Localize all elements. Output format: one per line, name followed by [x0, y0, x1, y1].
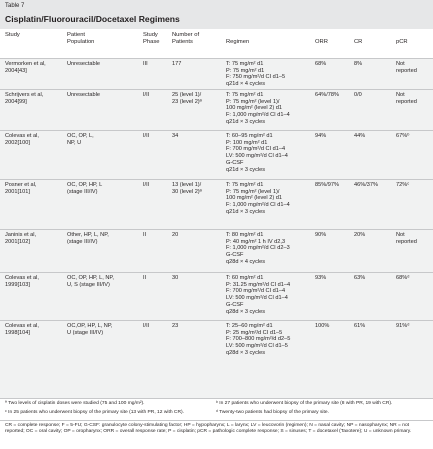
row-divider	[0, 89, 433, 90]
row-divider	[0, 179, 433, 180]
cell-pcr: Not reported	[396, 232, 417, 245]
cell-phase: II	[143, 275, 147, 281]
row-divider	[0, 272, 433, 273]
footer-divider	[0, 398, 433, 399]
cell-regimen: T: 80 mg/m² d1 P: 40 mg/m² 1 h IV d2,3 F: 1,000 mg/m²/d CI d2–3 G-CSF q28d × 4 cycles	[226, 232, 290, 265]
cell-regimen: T: 75 mg/m² d1 P: 75 mg/m² (level 1)/ 100 mg/m² (level 2) d1 F: 1,000 mg/m²/d CI d1–4 q21d × 3 cycles	[226, 182, 290, 215]
cell-patients: 34	[172, 133, 179, 139]
cell-population: OC, OP, HP, L (stage III/IV)	[67, 182, 103, 195]
col-header-patients: Number of Patients	[172, 32, 200, 45]
cell-patients: 20	[172, 232, 179, 238]
col-header-orr: ORR	[315, 39, 328, 45]
cell-study: Colevas et al, 1998[104]	[5, 323, 39, 336]
cell-phase: I/II	[143, 92, 150, 98]
cell-phase: I/II	[143, 323, 150, 329]
col-header-study: Study	[5, 32, 20, 38]
cell-phase: III	[143, 61, 148, 67]
cell-patients: 23	[172, 323, 179, 329]
cell-orr: 68%	[315, 61, 327, 67]
cell-phase: I/II	[143, 182, 150, 188]
cell-pcr: Not reported	[396, 92, 417, 105]
row-divider	[0, 58, 433, 59]
cell-study: Colevas et al, 2002[100]	[5, 133, 39, 146]
cell-orr: 64%/78%	[315, 92, 339, 98]
cell-patients: 13 (level 1)/ 30 (level 2)ª	[172, 182, 202, 195]
cell-regimen: T: 60 mg/m² d1 P: 31.25 mg/m²/d CI d1–4 F: 700 mg/m²/d CI d1–4 LV: 500 mg/m²/d CI d1–4 G-CSF q28d × 3 cycles	[226, 275, 291, 315]
col-header-regimen: Regimen	[226, 39, 250, 45]
cell-population: Other, HP, L, NP, (stage III/IV)	[67, 232, 109, 245]
col-header-phase: Study Phase	[143, 32, 160, 45]
cell-cr: 46%/37%	[354, 182, 378, 188]
footer-divider-2	[0, 420, 433, 421]
table-title: Cisplatin/Fluorouracil/Docetaxel Regimens	[5, 14, 180, 24]
cell-regimen: T: 60–95 mg/m² d1 P: 100 mg/m² d1 F: 700 mg/m²/d CI d1–4 LV: 500 mg/m²/d CI d1–4 G-CSF q21d × 3 cycles	[226, 133, 288, 173]
cell-regimen: T: 75 mg/m² d1 P: 75 mg/m² (level 1)/ 100 mg/m² (level 2) d1 F: 1,000 mg/m²/d CI d1–4 q21d × 3 cycles	[226, 92, 290, 125]
table-body	[0, 58, 433, 398]
cell-study: Janinis et al, 2001[102]	[5, 232, 37, 245]
cell-population: OC,OP, HP, L, NP, U (stage III/IV)	[67, 323, 113, 336]
footnote-b: ᵇ In 27 patients who underwent biopsy of the primary site (8 with PR, 19 with CR).	[216, 401, 393, 406]
cell-pcr: 91%ᵈ	[396, 323, 410, 329]
col-header-cr: CR	[354, 39, 363, 45]
row-divider	[0, 320, 433, 321]
footnote-a: ª Two levels of cisplatin doses were studied (75 and 100 mg/m²).	[5, 401, 145, 406]
cell-cr: 20%	[354, 232, 366, 238]
cell-orr: 94%	[315, 133, 327, 139]
cell-orr: 85%/97%	[315, 182, 339, 188]
cell-orr: 90%	[315, 232, 327, 238]
cell-cr: 0/0	[354, 92, 362, 98]
footnote-d: ᵈ Twenty-two patients had biopsy of the primary site.	[216, 410, 329, 415]
cell-cr: 61%	[354, 323, 366, 329]
cell-orr: 93%	[315, 275, 327, 281]
cell-study: Posner et al, 2001[101]	[5, 182, 37, 195]
cell-patients: 30	[172, 275, 179, 281]
cell-cr: 63%	[354, 275, 366, 281]
cell-pcr: 68%ᵈ	[396, 275, 410, 281]
cell-patients: 177	[172, 61, 182, 67]
cell-pcr: 72%ᶜ	[396, 182, 410, 188]
row-divider	[0, 229, 433, 230]
cell-patients: 25 (level 1)/ 23 (level 2)ª	[172, 92, 202, 105]
row-divider	[0, 130, 433, 131]
table-header-band	[0, 0, 433, 29]
cell-phase: II	[143, 232, 147, 238]
cell-cr: 44%	[354, 133, 366, 139]
cell-study: Colevas et al, 1999[103]	[5, 275, 39, 288]
cell-regimen: T: 75 mg/m² d1 P: 75 mg/m² d1 F: 750 mg/m²/d CI d1–5 q21d × 4 cycles	[226, 61, 286, 88]
footnote-abbreviations: CR = complete response; F = 5-FU; G-CSF: granulocyte colony-stimulating factor; HP = hypopharynx; L = larynx; LV = leucovorin (regimen); N = nasal cavity; NP = nasopharynx; NR = not reported; OC = oral cavity; OP = oropharynx; ORR = overall response rate; P = cisplatin; pCR = pathologic complete response; S = sinuses; T = docetaxel (Taxotere); U = unknown primary.	[5, 423, 412, 434]
cell-phase: I/II	[143, 133, 150, 139]
cell-study: Schrijvers et al, 2004[99]	[5, 92, 44, 105]
table-number: Table 7	[5, 3, 25, 9]
footnote-c: ᶜ In 25 patients who underwent biopsy of the primary site (13 with PR, 12 with CR).	[5, 410, 184, 415]
cell-orr: 100%	[315, 323, 330, 329]
cell-pcr: Not reported	[396, 61, 417, 74]
cell-regimen: T: 25–60 mg/m² d1 P: 25 mg/m²/d CI d1–5 F: 700–800 mg/m²/d d2–5 LV: 500 mg/m²/d CI d1–5 q28d × 3 cycles	[226, 323, 291, 356]
cell-cr: 8%	[354, 61, 363, 67]
cell-population: OC, OP, HP, L, NP, U, S (stage III/IV)	[67, 275, 114, 288]
cell-population: OC, OP, L, NP, U	[67, 133, 94, 146]
cell-pcr: 67%ᵇ	[396, 133, 410, 139]
col-header-pcr: pCR	[396, 39, 408, 45]
cell-population: Unresectable	[67, 92, 100, 98]
cell-study: Vermorken et al, 2004[43]	[5, 61, 46, 74]
column-header-row	[0, 29, 433, 58]
cell-population: Unresectable	[67, 61, 100, 67]
col-header-population: Patient Population	[67, 32, 95, 45]
